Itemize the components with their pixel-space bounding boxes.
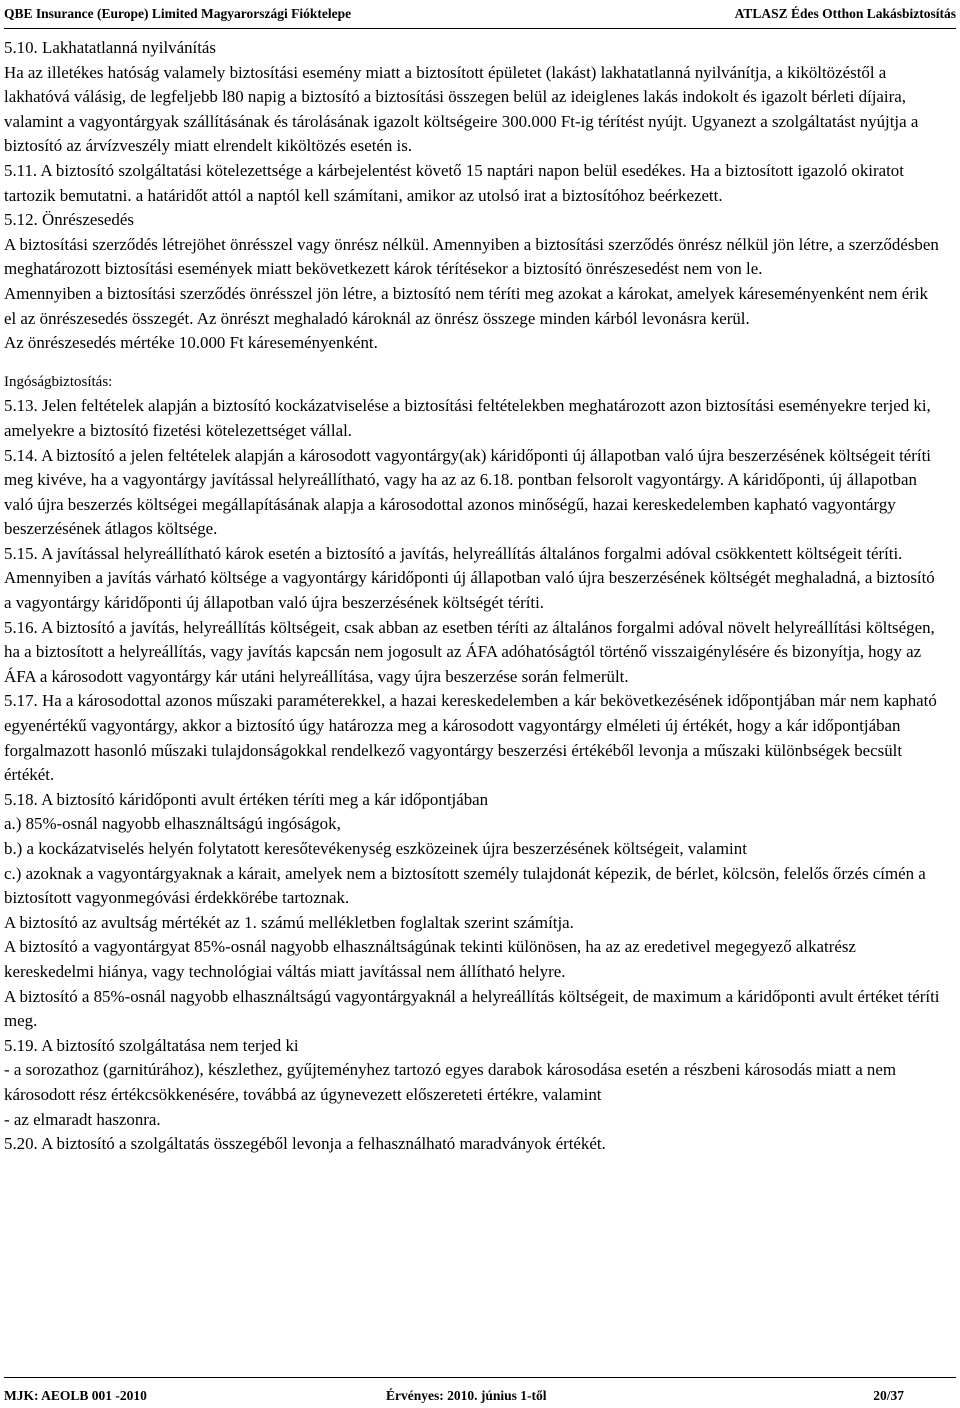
paragraph: A biztosítási szerződés létrejöhet önrésszel vagy önrész nélkül. Amennyiben a biztosítási szerződés önrész nélkül jön létre, a szerződésben meghatározott biztosítási események miatt bekövetkezett károk térítésekor a biztosító önrészesedést nem von le. [4, 234, 939, 279]
paragraph: 5.18. A biztosító káridőponti avult értéken téríti meg a kár időpontjában [4, 789, 489, 809]
paragraph: A biztosító a vagyontárgyat 85%-osnál nagyobb elhasználtságúnak tekinti különösen, ha az az eredetivel megegyező alkatrész kereskedelmi hiánya, vagy technológiai váltás miatt javítással nem állítható helyre. [4, 937, 856, 981]
section-heading: 5.10. Lakhatatlanná nyilvánítás [4, 38, 217, 57]
list-item: c.) azoknak a vagyontárgyaknak a kárait, amelyek nem a biztosított személy tulajdonát képezik, de bérlet, kölcsön, felelős őrzés címén a biztosított vagyonmegóvási érdekkörébe tartoznak. [4, 863, 926, 908]
list-item: b.) a kockázatviselés helyén folytatott keresőtevékenység eszközeinek újra beszerzésének költségeit, valamint [4, 839, 747, 858]
document-body [4, 36, 944, 1157]
section-heading: 5.12. Önrészesedés [4, 210, 134, 230]
header-company: QBE Insurance (Europe) Limited Magyarországi Fióktelepe [4, 6, 352, 21]
header-product: ATLASZ Édes Otthon Lakásbiztosítás [734, 6, 956, 21]
paragraph: 5.20. A biztosító a szolgáltatás összegéből levonja a felhasználható maradványok értékét. [4, 1134, 606, 1154]
paragraph: Ha az illetékes hatóság valamely biztosítási esemény miatt a biztosított épületet (lakást) lakhatatlanná nyilvánítja, a kiköltözéstől a lakhatóvá válásig, de legfeljebb l80 napig a biztosító a biztosítási összegen belül az ideiglenes lakás indokolt és igazolt bérleti díjaira, valamint a vagyontárgyak szállításának és tárolásának igazolt költségeire 300.000 Ft-ig térítést nyújt. Ugyanezt a szolgáltatást nyújtja a biztosító az árvízveszély miatt elrendelt kiköltözés esetén is. [4, 62, 919, 156]
paragraph: 5.16. A biztosító a javítás, helyreállítás költségeit, csak abban az esetben téríti az általános forgalmi adóval növelt helyreállítási költségen, ha a biztosított a helyreállítás, vagy javítás kapcsán nem jogosult az ÁFA adóhatóságtól történő visszaigénylésére és bizonyítja, hogy az ÁFA a károsodott vagyontárgy kár utáni helyreállítása, vagy újra beszerzése során felmerült. [4, 617, 935, 686]
list-item: - a sorozathoz (garnitúrához), készlethez, gyűjteményhez tartozó egyes darabok károsodása esetén a részbeni károsodás miatt a nem károsodott rész értékcsökkenésére, továbbá az úgynevezett előszereteti értékre, valamint [4, 1060, 897, 1104]
paragraph: 5.14. A biztosító a jelen feltételek alapján a károsodott vagyontárgy(ak) káridőponti új állapotban való újra beszerzésének költségeit téríti meg kivéve, ha a vagyontárgy javítással helyreállítható, vagy ha az az 6.18. pontban felsorolt vagyontárgy. A káridőponti, új állapotban való újra beszerzés költségei megállapításának alapja a károsodottal azonos minőségű, hazai kereskedelemben kapható vagyontárgy beszerzésének átlagos költsége. [4, 445, 931, 539]
paragraph: 5.17. Ha a károsodottal azonos műszaki paraméterekkel, a hazai kereskedelemben a kár bekövetkezésének időpontjában már nem kapható egyenértékű vagyontárgy, akkor a biztosító úgy határozza meg a károsodott vagyontárgy elméleti új értékét, hogy a kár időpontjában forgalmazott hasonló műszaki tulajdonságokkal rendelkező vagyontárgy beszerzési értékéből levonja a műszaki különbségek becsült értékét. [4, 691, 937, 785]
list-item: - az elmaradt haszonra. [4, 1109, 161, 1129]
paragraph: A biztosító a 85%-osnál nagyobb elhasználtságú vagyontárgyaknál a helyreállítás költségeit, de maximum a káridőponti avult értéket téríti meg. [4, 986, 940, 1031]
paragraph: 5.13. Jelen feltételek alapján a biztosító kockázatviselése a biztosítási feltételekben meghatározott azon biztosítási eseményekre terjed ki, amelyekre a biztosító fizetési kötelezettséget vállal. [4, 396, 931, 440]
list-item: a.) 85%-osnál nagyobb elhasználtságú ingóságok, [4, 814, 341, 834]
paragraph: 5.15. A javítással helyreállítható károk esetén a biztosító a javítás, helyreállítás általános forgalmi adóval csökkentett költségeit téríti. Amennyiben a javítás várható költsége a vagyontárgy káridőponti új állapotban való újra beszerzésének költségét meghaladná, a biztosító a vagyontárgy káridőponti új állapotban való újra beszerzésének költségét téríti. [4, 543, 935, 613]
paragraph: A biztosító az avultság mértékét az 1. számú mellékletben foglaltak szerint számítja. [4, 912, 574, 932]
page-footer [4, 1377, 956, 1408]
subsection-title: Ingóságbiztosítás: [4, 373, 113, 390]
paragraph: Amennyiben a biztosítási szerződés önrésszel jön létre, a biztosító nem téríti meg azokat a károkat, amelyek káreseményenként nem érik el az önrészesedés összegét. Az önrészt meghaladó károknál az önrész összege minden kárból levonásra kerül. [4, 283, 928, 328]
paragraph: 5.11. A biztosító szolgáltatási kötelezettsége a kárbejelentést követő 15 naptári napon belül esedékes. Ha a biztosított igazoló okiratot tartozik bemutatni. a határidőt attól a naptól kell számítani, amikor az utolsó irat a biztosítóhoz beérkezett. [4, 160, 904, 205]
paragraph: 5.19. A biztosító szolgáltatása nem terjed ki [4, 1035, 299, 1055]
paragraph: Az önrészesedés mértéke 10.000 Ft káreseményenként. [4, 333, 378, 353]
footer-document-code: MJK: AEOLB 001 -2010 [4, 1388, 147, 1403]
footer-validity: Érvényes: 2010. június 1-től [386, 1388, 547, 1403]
footer-page-number: 20/37 [873, 1388, 904, 1403]
page-header [4, 0, 956, 29]
